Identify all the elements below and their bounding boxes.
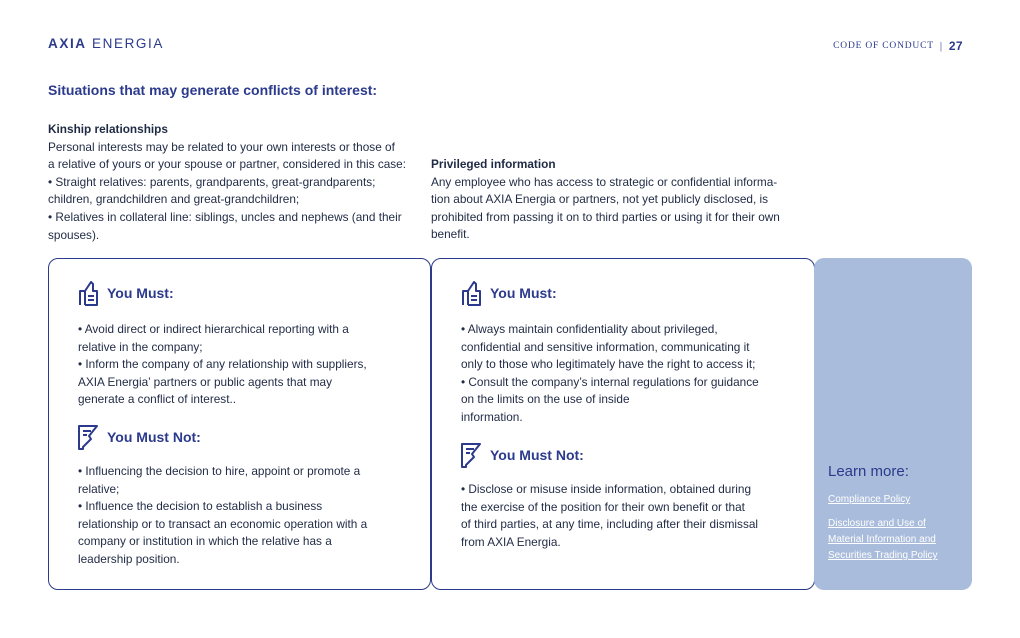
page-number: 27 <box>948 39 963 53</box>
must-item-line: relative in the company; <box>78 339 203 354</box>
disclosure-policy-link-line: Disclosure and Use of <box>828 518 926 529</box>
page-header-info <box>833 39 963 53</box>
brand-logo <box>48 36 164 51</box>
must-not-item-line: the exercise of the position for their own benefit or that <box>461 499 745 514</box>
must-item-line: information. <box>461 409 523 424</box>
must-not-item-line: company or institution in which the relative has a <box>78 534 332 549</box>
kinship-line: Personal interests may be related to your own interests or those of <box>48 139 395 154</box>
must-item-line: • Avoid direct or indirect hierarchical reporting with a <box>78 322 349 336</box>
privileged-line: Any employee who has access to strategic or confidential informa- <box>431 174 778 189</box>
kinship-section <box>48 121 408 244</box>
hand-thumbs-up-icon <box>460 279 482 307</box>
must-not-item-line: relative; <box>78 481 120 496</box>
must-not-item-line: • Influence the decision to establish a business <box>78 499 323 514</box>
must-item-line: on the limits on the use of inside <box>461 392 630 407</box>
must-title: You Must: <box>490 285 557 301</box>
learn-more-title: Learn more: <box>828 463 909 480</box>
hand-stop-icon <box>77 423 99 451</box>
privileged-line: prohibited from passing it on to third parties or using it for their own <box>431 209 780 224</box>
must-item-line: AXIA Energia’ partners or public agents that may <box>78 374 332 389</box>
logo-bold-text: AXIA <box>48 36 87 51</box>
disclosure-policy-link[interactable] <box>828 516 960 564</box>
logo-light-text: ENERGIA <box>92 36 164 51</box>
privileged-heading: Privileged information <box>431 157 556 171</box>
privileged-line: benefit. <box>431 227 470 242</box>
disclosure-policy-link-line: Securities Trading Policy <box>828 550 938 561</box>
kinship-heading: Kinship relationships <box>48 122 168 136</box>
must-not-item-line: • Influencing the decision to hire, appoint or promote a <box>78 464 361 478</box>
kinship-line: spouses). <box>48 227 100 242</box>
must-item-line: • Always maintain confidentiality about privileged, <box>461 322 718 336</box>
must-item-line: • Inform the company of any relationship with suppliers, <box>78 357 367 372</box>
must-not-list <box>461 481 771 551</box>
compliance-policy-link[interactable]: Compliance Policy <box>828 494 911 505</box>
must-not-item-line: • Disclose or misuse inside information, obtained during <box>461 482 752 496</box>
must-not-title: You Must Not: <box>107 429 201 445</box>
must-header <box>77 279 174 307</box>
kinship-guidance-card <box>48 258 431 590</box>
learn-more-panel <box>814 258 972 590</box>
must-not-header <box>460 441 584 469</box>
kinship-line: a relative of yours or your spouse or partner, considered in this case: <box>48 157 407 172</box>
privileged-section <box>431 156 793 244</box>
hand-thumbs-up-icon <box>77 279 99 307</box>
kinship-line: children, grandchildren and great-grandchildren; <box>48 192 300 207</box>
must-not-header <box>77 423 201 451</box>
disclosure-policy-link-line: Material Information and <box>828 534 936 545</box>
must-item-line: • Consult the company’s internal regulations for guidance <box>461 374 759 389</box>
must-not-item-line: of third parties, at any time, including after their dismissal <box>461 517 759 532</box>
hand-stop-icon <box>460 441 482 469</box>
header-separator: | <box>939 40 943 52</box>
must-item-line: generate a conflict of interest.. <box>78 392 237 407</box>
must-not-list <box>78 463 378 569</box>
must-not-item-line: leadership position. <box>78 551 180 566</box>
privileged-line: tion about AXIA Energia or partners, not yet publicly disclosed, is <box>431 192 769 207</box>
kinship-line: • Straight relatives: parents, grandparents, great-grandparents; <box>48 174 376 189</box>
must-list <box>78 321 378 409</box>
section-title: Situations that may generate conflicts of interest: <box>48 82 378 98</box>
privileged-guidance-card <box>431 258 815 590</box>
must-not-item-line: relationship or to transact an economic operation with a <box>78 516 368 531</box>
must-item-line: confidential and sensitive information, communicating it <box>461 339 750 354</box>
must-title: You Must: <box>107 285 174 301</box>
must-not-item-line: from AXIA Energia. <box>461 534 561 549</box>
document-title: CODE OF CONDUCT <box>833 41 934 51</box>
must-item-line: only to those who legitimately have the right to access it; <box>461 357 756 372</box>
kinship-line: • Relatives in collateral line: siblings, uncles and nephews (and their <box>48 209 402 224</box>
must-not-title: You Must Not: <box>490 447 584 463</box>
must-list <box>461 321 771 427</box>
must-header <box>460 279 557 307</box>
